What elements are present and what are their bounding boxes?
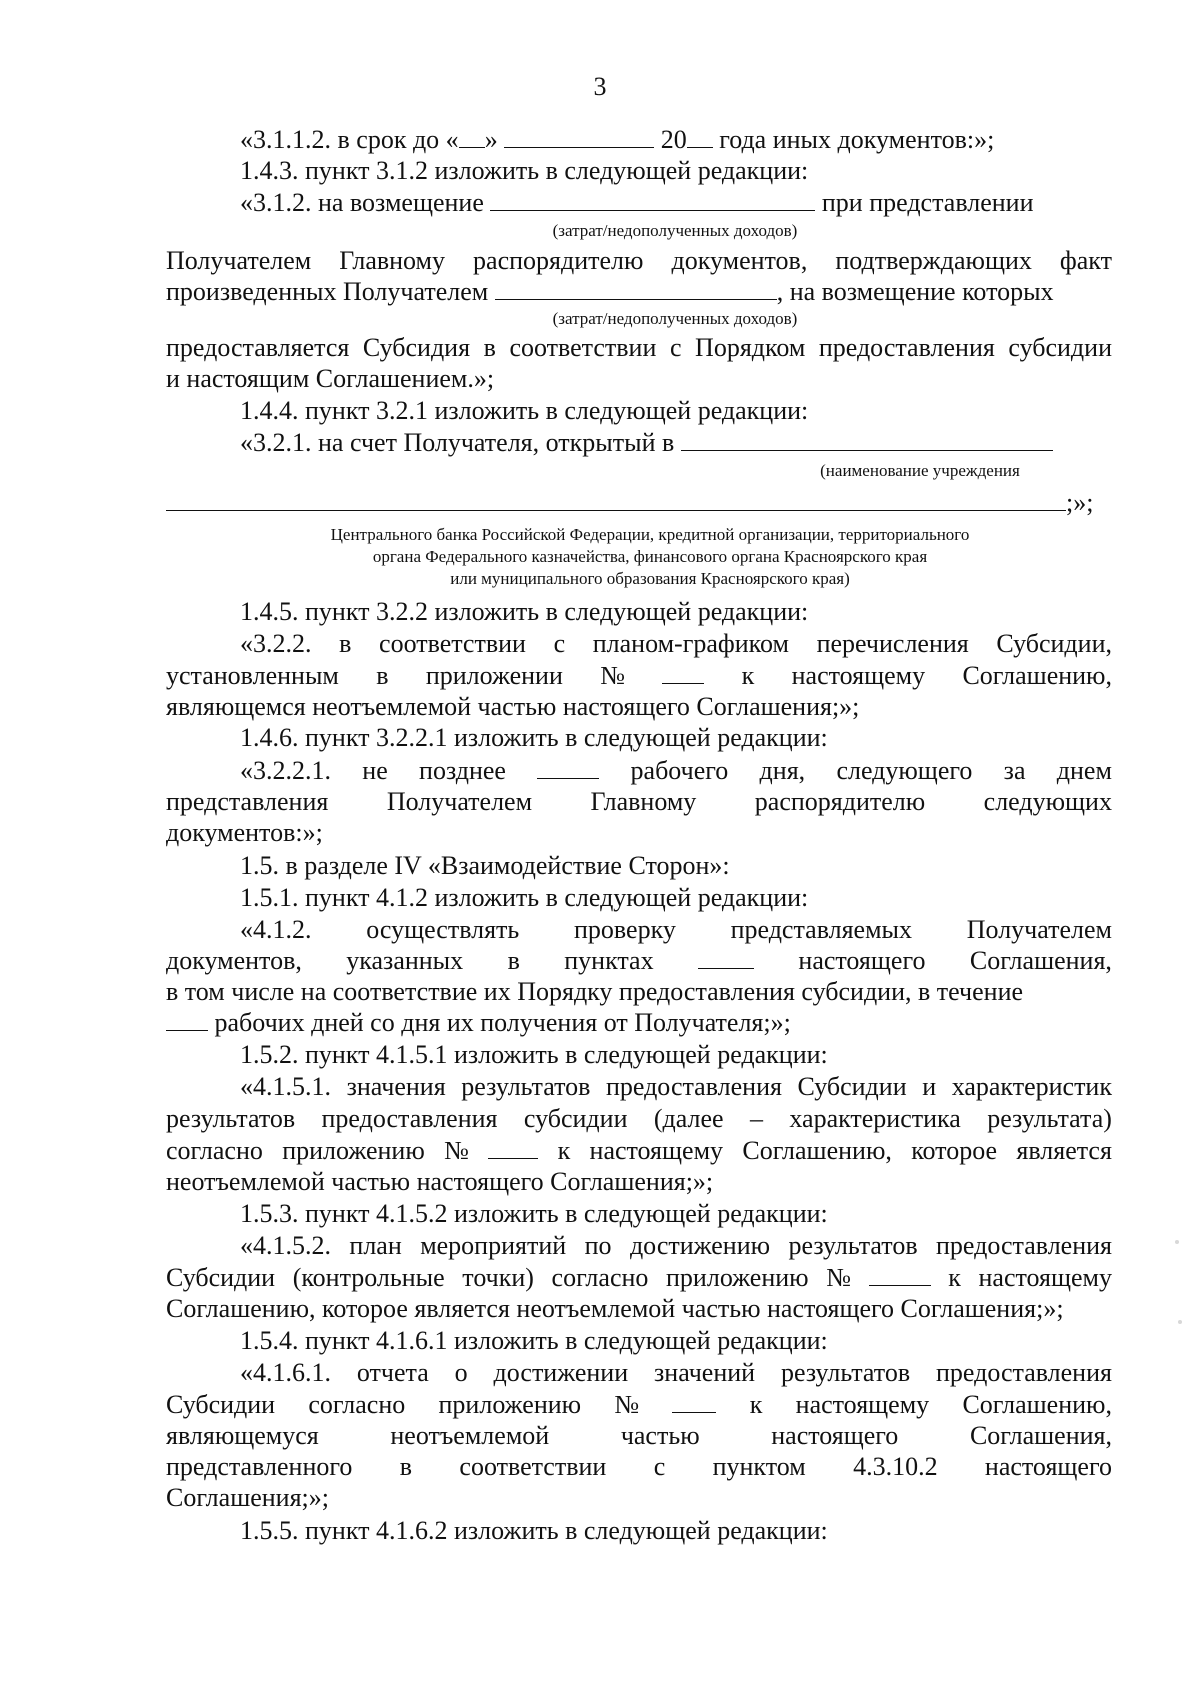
word: соответствии [459,1452,607,1481]
word: планом-графиком [592,629,789,658]
word: в [339,629,352,658]
text-line-25: 1.5.2. пункт 4.1.5.1 изложить в следующей редакции: [240,1040,828,1069]
word: пунктах [564,946,654,975]
word: Порядком [695,333,806,362]
fill-blank [490,188,815,211]
fill-blank [504,125,654,148]
text-line-23: в том числе на соответствие их Порядку предоставления субсидии, в течение [166,977,1024,1006]
field-caption: (наименование учреждения [820,461,1020,480]
text-line-06 [166,333,1112,363]
text-line-07: и настоящим Соглашением.»; [166,364,495,393]
text-line-34: 1.5.4. пункт 4.1.6.1 изложить в следующей редакции: [240,1326,828,1355]
word: следующих [983,787,1112,816]
word: Получателем [966,915,1112,944]
word: предоставления [936,1231,1112,1260]
text-line-12 [240,629,1112,659]
text-line-29: неотъемлемой частью настоящего Соглашения;»; [166,1167,714,1196]
text-fragment: «3.2.1. на счет Получателя, открытый в [240,428,675,457]
word: № [614,1390,640,1419]
word: пунктом [712,1452,806,1481]
text-line-10-end: ;»; [1066,488,1094,517]
word: частью [620,1421,700,1450]
word: Получателем [386,787,533,816]
word: является [1016,1136,1112,1165]
word: настоящему [795,1390,930,1419]
word: результатов [780,1358,911,1387]
word: субсидии [523,1104,628,1133]
word: представляемых [730,915,913,944]
text-line-09 [240,428,1053,458]
word: Субсидии [166,1263,276,1292]
word: проверку [574,915,676,944]
word: документов, [671,246,808,275]
text-line-30: 1.5.3. пункт 4.1.5.2 изложить в следующей редакции: [240,1199,828,1228]
word: настоящему [589,1136,724,1165]
word: субсидии [1008,333,1112,362]
text-line-02: 1.4.3. пункт 3.1.2 изложить в следующей редакции: [240,156,809,185]
word: приложению [666,1263,809,1292]
word: достижении [493,1358,629,1387]
word: значений [654,1358,756,1387]
word: Соглашения, [969,1421,1112,1450]
text-line-24 [166,1008,791,1038]
fill-blank [495,277,777,300]
word: перечисления [816,629,969,658]
word: представления [166,787,329,816]
word: предоставления [605,1072,782,1101]
text-line-32 [166,1263,1112,1293]
text-fragment: , на возмещение которых [776,277,1054,306]
fill-blank [662,661,704,684]
word: предоставления [321,1104,498,1133]
word: следующего [836,756,973,785]
word: факт [1059,246,1112,275]
word: Соглашению, [742,1136,892,1165]
word: предоставления [935,1358,1112,1387]
word: в [507,946,520,975]
page-number: 3 [593,72,607,101]
fill-blank [488,1136,538,1159]
word: в [483,333,496,362]
text-line-38 [166,1452,1112,1482]
word: представленного [166,1452,353,1481]
text-line-01 [240,125,994,155]
word: указанных [346,946,464,975]
word: являющемуся [166,1421,319,1450]
word: с [669,333,682,362]
word: Соглашению, [962,661,1112,690]
text-line-16 [240,756,1112,786]
text-line-31 [240,1231,1112,1261]
text-line-18: документов:»; [166,818,323,847]
word: согласно [166,1136,263,1165]
text-line-14: являющемся неотъемлемой частью настоящего Соглашения;»; [166,692,860,721]
word: с [653,1452,666,1481]
word: за [1003,756,1026,785]
text-line-04 [166,246,1112,276]
fill-blank [698,946,754,969]
text-line-35 [240,1358,1112,1388]
fill-blank [537,756,599,779]
word: дня, [759,756,806,785]
word: приложению [438,1390,582,1419]
word: подтверждающих [835,246,1032,275]
word: и [922,1072,937,1101]
word: соответствии [509,333,657,362]
fill-blank [687,125,713,148]
word: к [741,661,755,690]
word: значения [346,1072,446,1101]
word: по [584,1231,612,1260]
text-fragment: произведенных Получателем [166,277,489,306]
text-line-40: 1.5.5. пункт 4.1.6.2 изложить в следующей редакции: [240,1516,828,1545]
word: соответствии [379,629,526,658]
word: приложении [425,661,563,690]
word: рабочего [630,756,729,785]
word: Соглашения, [969,946,1112,975]
word: – [749,1104,763,1133]
fill-rule [166,510,1066,511]
word: «4.1.6.1. [240,1358,331,1387]
field-caption: органа Федерального казначейства, финансового органа Красноярского края [372,547,928,566]
word: настоящего [984,1452,1112,1481]
word: Соглашению, [962,1390,1112,1419]
field-caption: (затрат/недополученных доходов) [552,221,798,240]
word: настоящему [791,661,926,690]
fill-blank [459,125,485,148]
text-line-20: 1.5.1. пункт 4.1.2 изложить в следующей редакции: [240,883,809,912]
word: Главному [590,787,697,816]
text-line-27 [166,1104,1112,1134]
text-line-17 [166,787,1112,817]
text-fragment: года иных документов:»; [719,125,995,154]
word: к [557,1136,571,1165]
word: Главному [339,246,446,275]
field-caption: Центрального банка Российской Федерации, кредитной организации, территориального [330,525,970,544]
word: результатов [166,1104,296,1133]
word: Получателем [166,246,312,275]
text-line-13 [166,661,1112,691]
word: Субсидии, [996,629,1112,658]
word: днем [1056,756,1112,785]
text-fragment: » [484,125,498,154]
word: отчета [356,1358,429,1387]
word: Субсидия [362,333,471,362]
text-line-28 [166,1136,1112,1166]
word: № [600,661,626,690]
word: результатов [461,1072,591,1101]
word: которое [911,1136,998,1165]
word: распорядителю [754,787,926,816]
word: распорядителю [473,246,644,275]
word: «4.1.5.1. [240,1072,331,1101]
word: не [362,756,388,785]
word: неотъемлемой [390,1421,550,1450]
word: «4.1.2. [240,915,312,944]
text-line-21 [240,915,1112,945]
word: о [454,1358,468,1387]
word: (далее [653,1104,724,1133]
word: результатов [788,1231,918,1260]
text-line-19: 1.5. в разделе IV «Взаимодействие Сторон»: [240,851,730,880]
word: позднее [419,756,506,785]
field-caption: или муниципального образования Красноярского края) [450,569,850,588]
fill-blank [869,1263,931,1286]
text-fragment: при представлении [821,188,1034,217]
word: настоящему [978,1263,1112,1292]
word: к [948,1263,961,1292]
word: точки) [462,1263,534,1292]
word: (контрольные [292,1263,445,1292]
text-line-37 [166,1421,1112,1451]
text-line-03 [240,188,1034,218]
text-line-36 [166,1390,1112,1420]
word: согласно [551,1263,649,1292]
text-line-15: 1.4.6. пункт 3.2.2.1 изложить в следующей редакции: [240,723,828,752]
word: «4.1.5.2. [240,1231,331,1260]
text-fragment: «3.1.1.2. в срок до « [240,125,459,154]
word: документов, [166,946,302,975]
text-fragment: 20 [660,125,687,154]
text-line-11: 1.4.5. пункт 3.2.2 изложить в следующей редакции: [240,597,809,626]
word: результата) [987,1104,1112,1133]
word: «3.2.2.1. [240,756,331,785]
text-line-39: Соглашения;»; [166,1483,329,1512]
word: предоставляется [166,333,350,362]
word: осуществлять [366,915,520,944]
scan-speck [1175,1240,1179,1244]
text-line-08: 1.4.4. пункт 3.2.1 изложить в следующей редакции: [240,396,809,425]
word: Субсидии [166,1390,276,1419]
fill-blank [166,1008,208,1031]
word: достижению [629,1231,771,1260]
text-fragment: «3.1.2. на возмещение [240,188,484,217]
fill-blank [672,1390,716,1413]
text-line-22 [166,946,1112,976]
text-fragment: рабочих дней со дня их получения от Получателя;»; [214,1008,791,1037]
word: характеристика [789,1104,961,1133]
text-line-05 [166,277,1054,307]
word: настоящего [771,1421,899,1450]
word: настоящего [798,946,926,975]
word: установленным [166,661,339,690]
word: № [444,1136,469,1165]
text-line-33: Соглашению, которое является неотъемлемой частью настоящего Соглашения;»; [166,1294,1064,1323]
word: план [349,1231,402,1260]
word: согласно [308,1390,406,1419]
text-line-26 [240,1072,1112,1102]
word: к [749,1390,763,1419]
scan-speck [1178,1320,1182,1324]
word: приложению [282,1136,425,1165]
word: в [399,1452,413,1481]
word: «3.2.2. [240,629,312,658]
word: Субсидии [797,1072,907,1101]
word: мероприятий [420,1231,567,1260]
word: характеристик [951,1072,1112,1101]
word: № [826,1263,852,1292]
word: 4.3.10.2 [853,1452,938,1481]
word: в [376,661,389,690]
word: с [553,629,566,658]
field-caption: (затрат/недополученных доходов) [552,309,798,328]
fill-blank [681,428,1053,451]
word: предоставления [818,333,995,362]
